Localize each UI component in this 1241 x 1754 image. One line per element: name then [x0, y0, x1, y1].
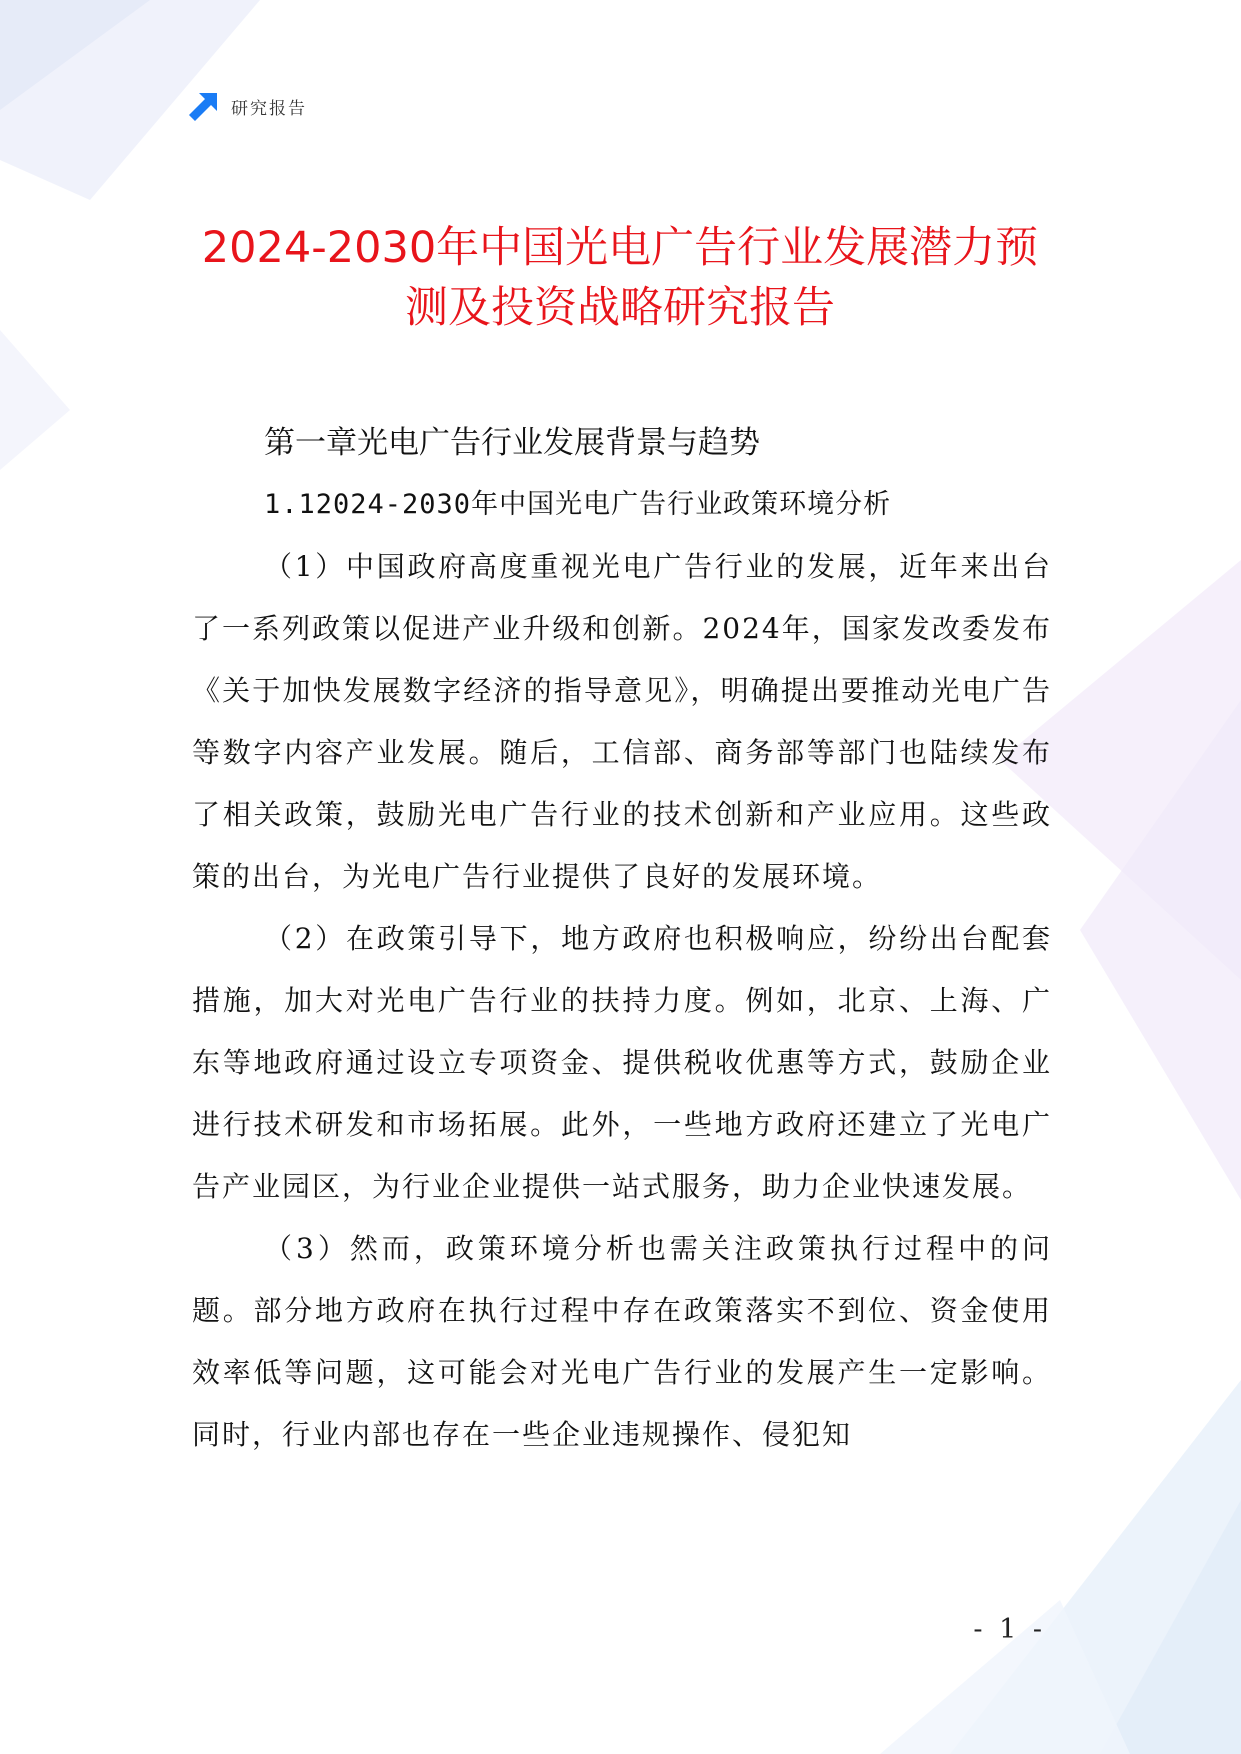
paragraph-3: （3）然而，政策环境分析也需关注政策执行过程中的问题。部分地方政府在执行过程中存在政策落实不到位、资金使用效率低等问题，这可能会对光电广告行业的发展产生一定影响。同时，行业内部也存在一些企业违规操作、侵犯知 — [192, 1232, 1052, 1451]
report-title — [150, 218, 1090, 338]
paragraph-1: （1）中国政府高度重视光电广告行业的发展，近年来出台了一系列政策以促进产业升级和创新。2024年，国家发改委发布《关于加快发展数字经济的指导意见》，明确提出要推动光电广告等数字内容产业发展。随后，工信部、商务部等部门也陆续发布了相关政策，鼓励光电广告行业的技术创新和产业应用。这些政策的出台，为光电广告行业提供了良好的发展环境。 — [192, 550, 1052, 893]
page-number: - 1 - — [973, 1614, 1046, 1645]
report-header — [187, 89, 307, 123]
title-line-1: 2024-2030年中国光电广告行业发展潜力预 — [201, 223, 1039, 273]
section-heading: 1.12024-2030年中国光电广告行业政策环境分析 — [264, 489, 892, 520]
report-body — [192, 412, 1052, 1466]
paragraph-2: （2）在政策引导下，地方政府也积极响应，纷纷出台配套措施，加大对光电广告行业的扶持力度。例如，北京、上海、广东等地政府通过设立专项资金、提供税收优惠等方式，鼓励企业进行技术研发和市场拓展。此外，一些地方政府还建立了光电广告产业园区，为行业企业提供一站式服务，助力企业快速发展。 — [192, 922, 1052, 1203]
header-label: 研究报告 — [231, 98, 307, 119]
arrow-up-right-icon — [187, 89, 221, 123]
title-line-2: 测及投资战略研究报告 — [405, 283, 835, 333]
chapter-heading: 第一章光电广告行业发展背景与趋势 — [264, 425, 760, 461]
